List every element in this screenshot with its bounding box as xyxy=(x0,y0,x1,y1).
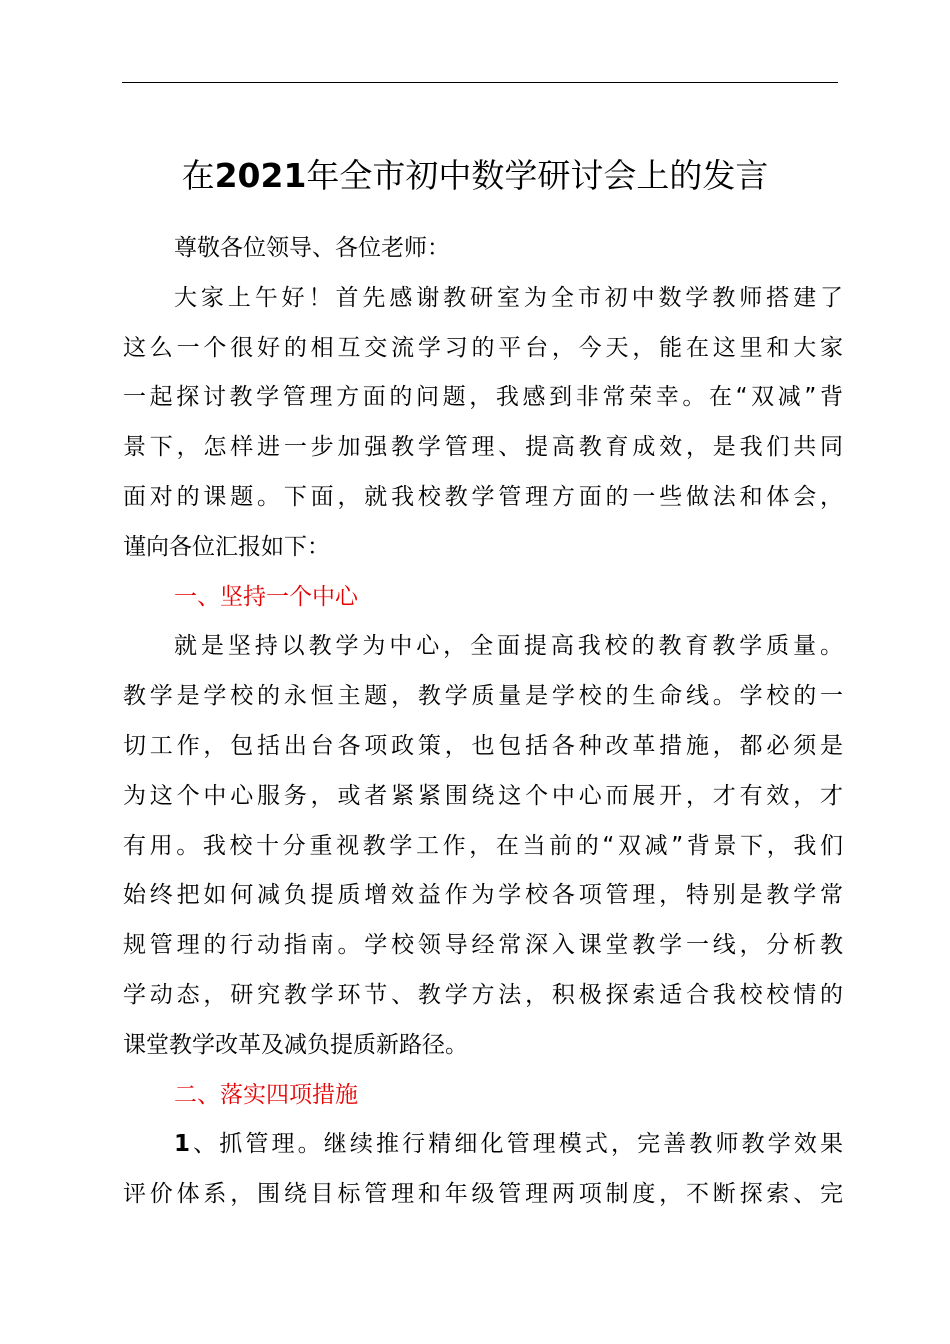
paragraph-line: 这么一个很好的相互交流学习的平台，今天，能在这里和大家 xyxy=(123,334,843,361)
paragraph-line: 就是坚持以教学为中心，全面提高我校的教育教学质量。 xyxy=(174,633,843,660)
document-body xyxy=(123,224,843,1220)
paragraph-line: 评价体系，围绕目标管理和年级管理两项制度，不断探索、完 xyxy=(123,1181,843,1208)
header-rule xyxy=(122,82,838,83)
paragraph-line: 谨向各位汇报如下： xyxy=(123,533,330,560)
title-suffix: 年全市初中数学研讨会上的发言 xyxy=(306,156,769,195)
title-prefix: 在 xyxy=(181,156,215,195)
salutation: 尊敬各位领导、各位老师： xyxy=(174,235,450,261)
paragraph-line: 为这个中心服务，或者紧紧围绕这个中心而展开，才有效，才 xyxy=(123,782,843,809)
paragraph-line: 景下，怎样进一步加强教学管理、提高教育成效，是我们共同 xyxy=(123,434,843,461)
paragraph-line: 大家上午好！首先感谢教研室为全市初中数学教师搭建了 xyxy=(174,284,843,311)
list-item-text: 、抓管理。继续推行精细化管理模式，完善教师教学效果 xyxy=(190,1131,843,1158)
paragraph-line: 课堂教学改革及减负提质新路径。 xyxy=(123,1031,468,1058)
page-title xyxy=(0,150,950,202)
paragraph-line: 学动态，研究教学环节、教学方法，积极探索适合我校校情的 xyxy=(123,981,843,1008)
paragraph-line: 教学是学校的永恒主题，教学质量是学校的生命线。学校的一 xyxy=(123,683,843,710)
paragraph-line: 规管理的行动指南。学校领导经常深入课堂教学一线，分析教 xyxy=(123,932,843,959)
section-heading-1: 一、坚持一个中心 xyxy=(174,583,358,610)
paragraph-line: 面对的课题。下面，就我校教学管理方面的一些做法和体会， xyxy=(123,483,843,510)
section-heading-2: 二、落实四项措施 xyxy=(174,1081,358,1108)
paragraph-line: 有用。我校十分重视教学工作，在当前的“双减”背景下，我们 xyxy=(123,832,843,859)
paragraph-line: 一起探讨教学管理方面的问题，我感到非常荣幸。在“双减”背 xyxy=(123,384,843,411)
title-year: 2021 xyxy=(214,156,307,195)
list-item-number: 1 xyxy=(174,1131,191,1158)
paragraph-line: 始终把如何减负提质增效益作为学校各项管理，特别是教学常 xyxy=(123,882,843,909)
list-item-first-line xyxy=(123,1120,843,1170)
paragraph-line: 切工作，包括出台各项政策，也包括各种改革措施，都必须是 xyxy=(123,732,843,759)
